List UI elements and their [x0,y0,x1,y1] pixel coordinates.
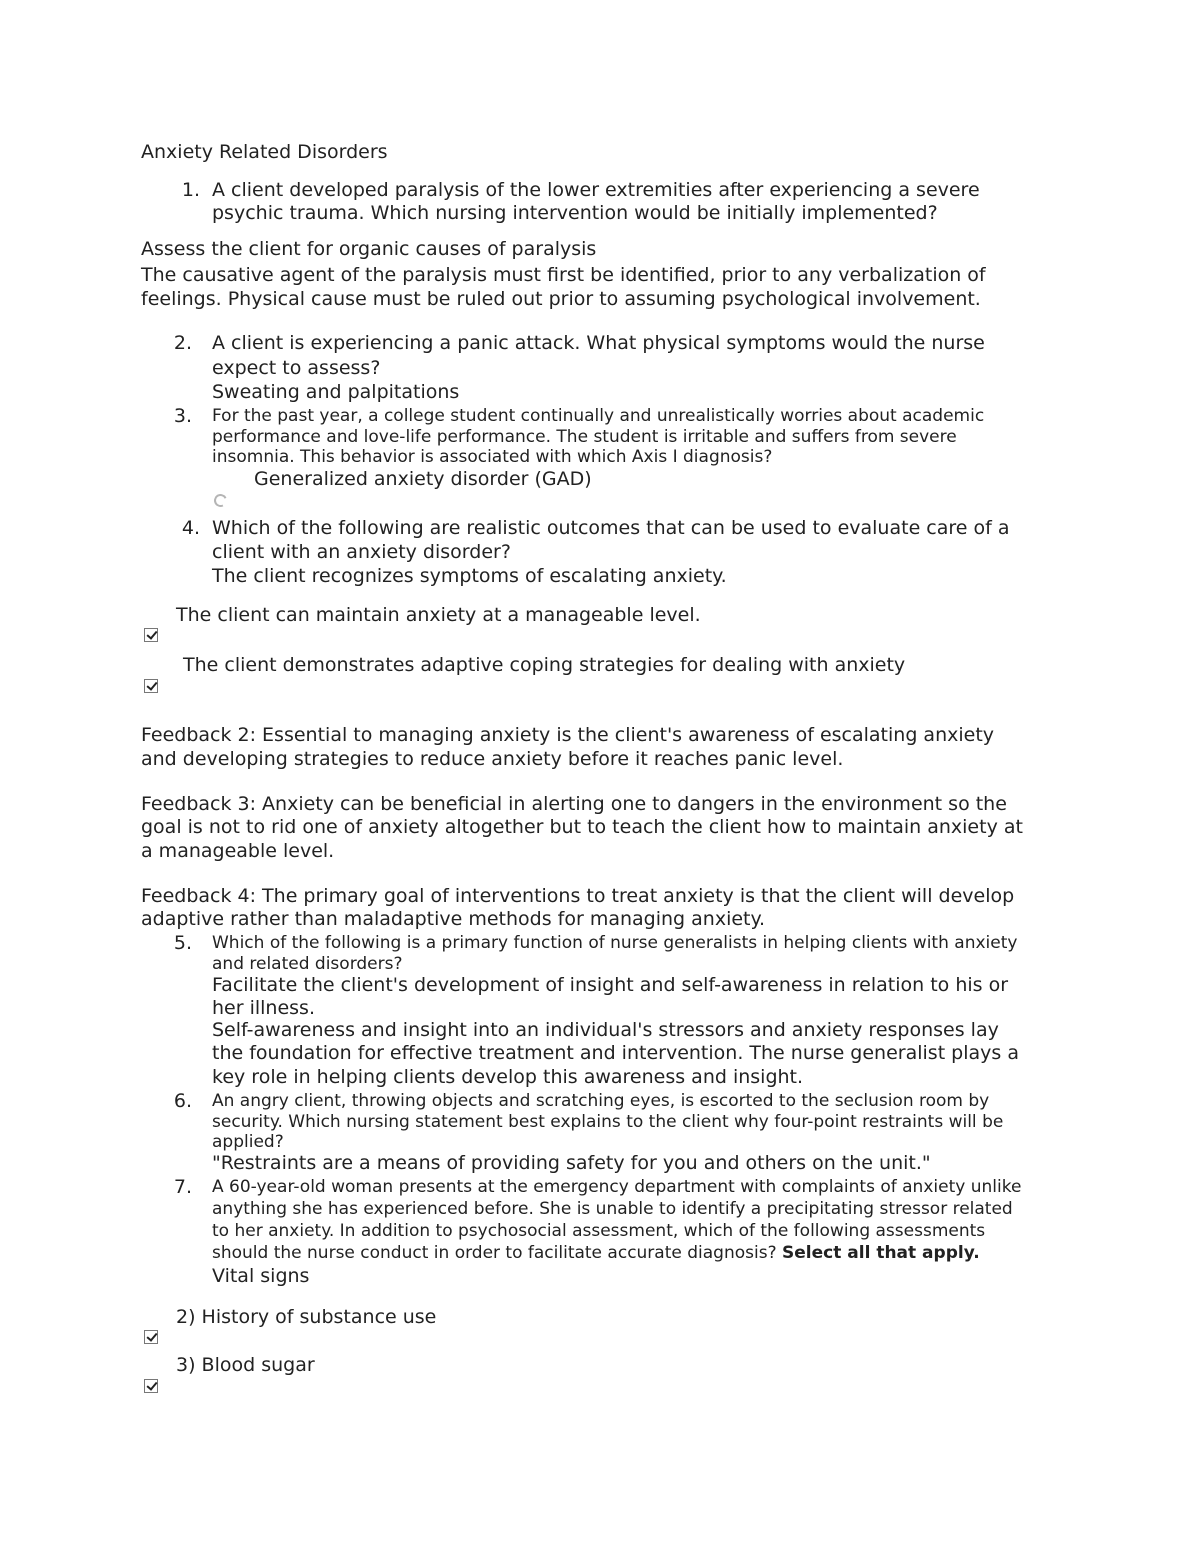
q4-answer3: The client demonstrates adaptive coping strategies for dealing with anxiety [183,654,906,676]
q7-answer2: 2) History of substance use [176,1306,437,1328]
q7-text-line2: anything she has experienced before. She is unable to identify a precipitating stressor related [212,1199,1013,1219]
radio-button-icon[interactable] [212,492,229,509]
q7-text-line3: to her anxiety. In addition to psychosocial assessment, which of the following assessments [212,1221,986,1241]
checkbox-checked-icon[interactable] [144,628,158,642]
feedback-2-line2: and developing strategies to reduce anxiety before it reaches panic level. [141,748,844,770]
q5-number: 5. [173,932,192,954]
q4-answer2: The client can maintain anxiety at a manageable level. [176,604,701,626]
feedback-3-line2: goal is not to rid one of anxiety altogether but to teach the client how to maintain anxiety at [141,816,1023,838]
q5-rationale-line2: the foundation for effective treatment and intervention. The nurse generalist plays a [212,1042,1019,1064]
q1-answer: Assess the client for organic causes of paralysis [141,238,597,260]
q5-answer-line1: Facilitate the client's development of insight and self-awareness in relation to his or [212,974,1009,996]
checkbox-checked-icon[interactable] [144,679,158,693]
q7-text-line4 [212,1243,980,1264]
checkbox-checked-icon[interactable] [144,1330,158,1344]
q6-number: 6. [173,1090,192,1112]
q4-number: 4. [181,517,200,539]
q6-answer: "Restraints are a means of providing safety for you and others on the unit." [212,1152,931,1174]
q3-answer: Generalized anxiety disorder (GAD) [254,468,592,490]
q6-text-line2: security. Which nursing statement best explains to the client why four-point restraints will be [212,1112,1004,1132]
q3-text-line1: For the past year, a college student continually and unrealistically worries about academic [212,406,985,426]
q7-number: 7. [173,1176,192,1198]
q7-answer3: 3) Blood sugar [176,1354,315,1376]
q3-text-line2: performance and love-life performance. The student is irritable and suffers from severe [212,427,957,447]
q6-text-line1: An angry client, throwing objects and scratching eyes, is escorted to the seclusion room by [212,1091,990,1111]
q3-text-line3: insomnia. This behavior is associated with which Axis I diagnosis? [212,447,773,467]
feedback-2-line1: Feedback 2: Essential to managing anxiety is the client's awareness of escalating anxiety [141,724,995,746]
q4-text-line2: client with an anxiety disorder? [212,541,511,563]
feedback-4-line2: adaptive rather than maladaptive methods for managing anxiety. [141,908,766,930]
q7-select-all-instruction: Select all that apply. [782,1243,980,1263]
feedback-4-line1: Feedback 4: The primary goal of interventions to treat anxiety is that the client will develop [141,885,1015,907]
q2-number: 2. [173,332,192,354]
q5-rationale-line3: key role in helping clients develop this awareness and insight. [212,1066,804,1088]
q1-text-line2: psychic trauma. Which nursing intervention would be initially implemented? [212,202,938,224]
feedback-3-line1: Feedback 3: Anxiety can be beneficial in alerting one to dangers in the environment so the [141,793,1007,815]
q6-text-line3: applied? [212,1132,284,1152]
q7-text-line4-plain: should the nurse conduct in order to facilitate accurate diagnosis? [212,1243,777,1263]
q1-rationale-line2: feelings. Physical cause must be ruled out prior to assuming psychological involvement. [141,288,981,310]
q1-text-line1: A client developed paralysis of the lower extremities after experiencing a severe [212,179,980,201]
q5-text-line2: and related disorders? [212,954,403,974]
q1-number: 1. [181,179,200,201]
q4-answer1: The client recognizes symptoms of escalating anxiety. [212,565,727,587]
q2-text-line2: expect to assess? [212,357,381,379]
q3-number: 3. [173,405,192,427]
q1-rationale-line1: The causative agent of the paralysis must first be identified, prior to any verbalization of [141,264,986,286]
q5-answer-line2: her illness. [212,997,315,1019]
q5-text-line1: Which of the following is a primary function of nurse generalists in helping clients with anxiety [212,933,1018,953]
page-title: Anxiety Related Disorders [141,141,388,163]
q5-rationale-line1: Self-awareness and insight into an individual's stressors and anxiety responses lay [212,1019,999,1041]
q7-text-line1: A 60-year-old woman presents at the emergency department with complaints of anxiety unlike [212,1177,1022,1197]
q2-answer: Sweating and palpitations [212,381,460,403]
feedback-3-line3: a manageable level. [141,840,335,862]
q7-answer1: Vital signs [212,1265,310,1287]
checkbox-checked-icon[interactable] [144,1379,158,1393]
q2-text-line1: A client is experiencing a panic attack. What physical symptoms would the nurse [212,332,985,354]
q4-text-line1: Which of the following are realistic outcomes that can be used to evaluate care of a [212,517,1010,539]
